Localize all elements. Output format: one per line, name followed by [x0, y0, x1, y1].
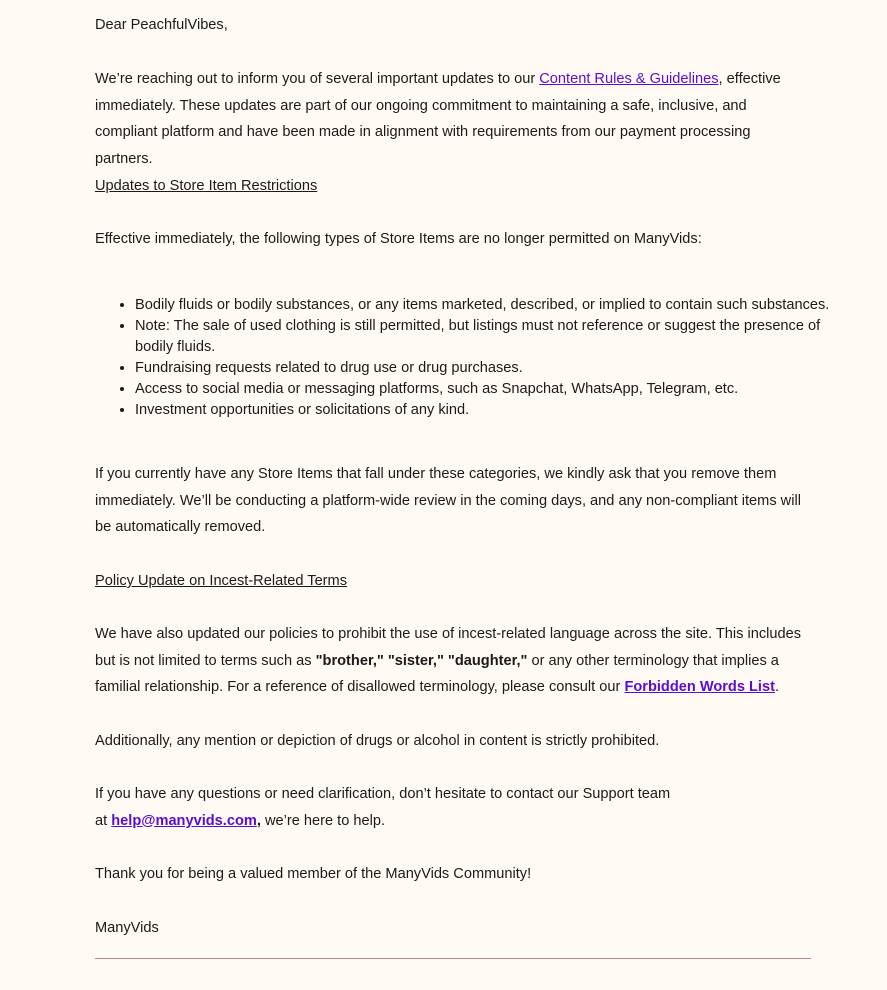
footer-divider: [95, 958, 811, 959]
section-heading-store-items: Updates to Store Item Restrictions: [95, 178, 318, 194]
bold-terms: "brother," "sister," "daughter,": [315, 652, 528, 669]
section-heading-incest-terms: Policy Update on Incest-Related Terms: [95, 573, 347, 589]
incest-post: .: [774, 679, 780, 696]
incest-pre: We have also updated our policies to prohibit the use of incest-related language across the site. This includes but is not limited to terms such as: [95, 626, 802, 669]
drugs-notice: Additionally, any mention or depiction of drugs or alcohol in content is strictly prohibited.: [95, 733, 660, 749]
list-item: • Bodily fluids or bodily substances, or any items marketed, described, or implied to contain such substances.: [135, 295, 851, 316]
greeting: Dear PeachfulVibes,: [95, 17, 228, 33]
support-email-link[interactable]: help@manyvids.com: [111, 812, 257, 829]
contact-paragraph: [95, 781, 811, 834]
list-item: • Fundraising requests related to drug use or drug purchases.: [135, 358, 851, 379]
store-items-lead: Effective immediately, the following types of Store Items are no longer permitted on ManyVids:: [95, 231, 702, 247]
forbidden-words-link[interactable]: Forbidden Words List: [624, 679, 775, 696]
contact-line1: If you have any questions or need clarification, don’t hesitate to contact our Support team: [95, 786, 671, 802]
restricted-items-list: [95, 295, 851, 421]
store-items-followup: If you currently have any Store Items that fall under these categories, we kindly ask that you remove them immediately. We’ll be conducting a platform-wide review in the coming days, and any non-compliant items will be automatically removed.: [95, 466, 801, 536]
incest-mid: or any other terminology that implies a familial relationship. For a reference of disallowed terminology, please consult our: [95, 652, 779, 696]
list-item: • Note: The sale of used clothing is still permitted, but listings must not reference or suggest the presence of bodily fluids.: [135, 316, 851, 358]
content-rules-link[interactable]: Content Rules & Guidelines: [539, 71, 719, 87]
list-item: • Access to social media or messaging platforms, such as Snapchat, WhatsApp, Telegram, etc.: [135, 379, 851, 400]
incest-terms-paragraph: [95, 621, 811, 701]
intro-paragraph: [95, 66, 811, 172]
contact-at: at: [95, 812, 112, 829]
contact-post: we’re here to help.: [260, 812, 386, 829]
signature: ManyVids: [95, 920, 159, 936]
intro-pre: We’re reaching out to inform you of several important updates to our: [95, 71, 540, 87]
contact-comma: ,: [256, 812, 261, 829]
list-item: • Investment opportunities or solicitations of any kind.: [135, 400, 851, 421]
intro-post: , effective immediately. These updates are part of our ongoing commitment to maintaining a safe, inclusive, and compliant platform and have been made in alignment with requirements from our payment processing partners.: [95, 71, 781, 167]
thanks-line: Thank you for being a valued member of the ManyVids Community!: [95, 866, 532, 882]
